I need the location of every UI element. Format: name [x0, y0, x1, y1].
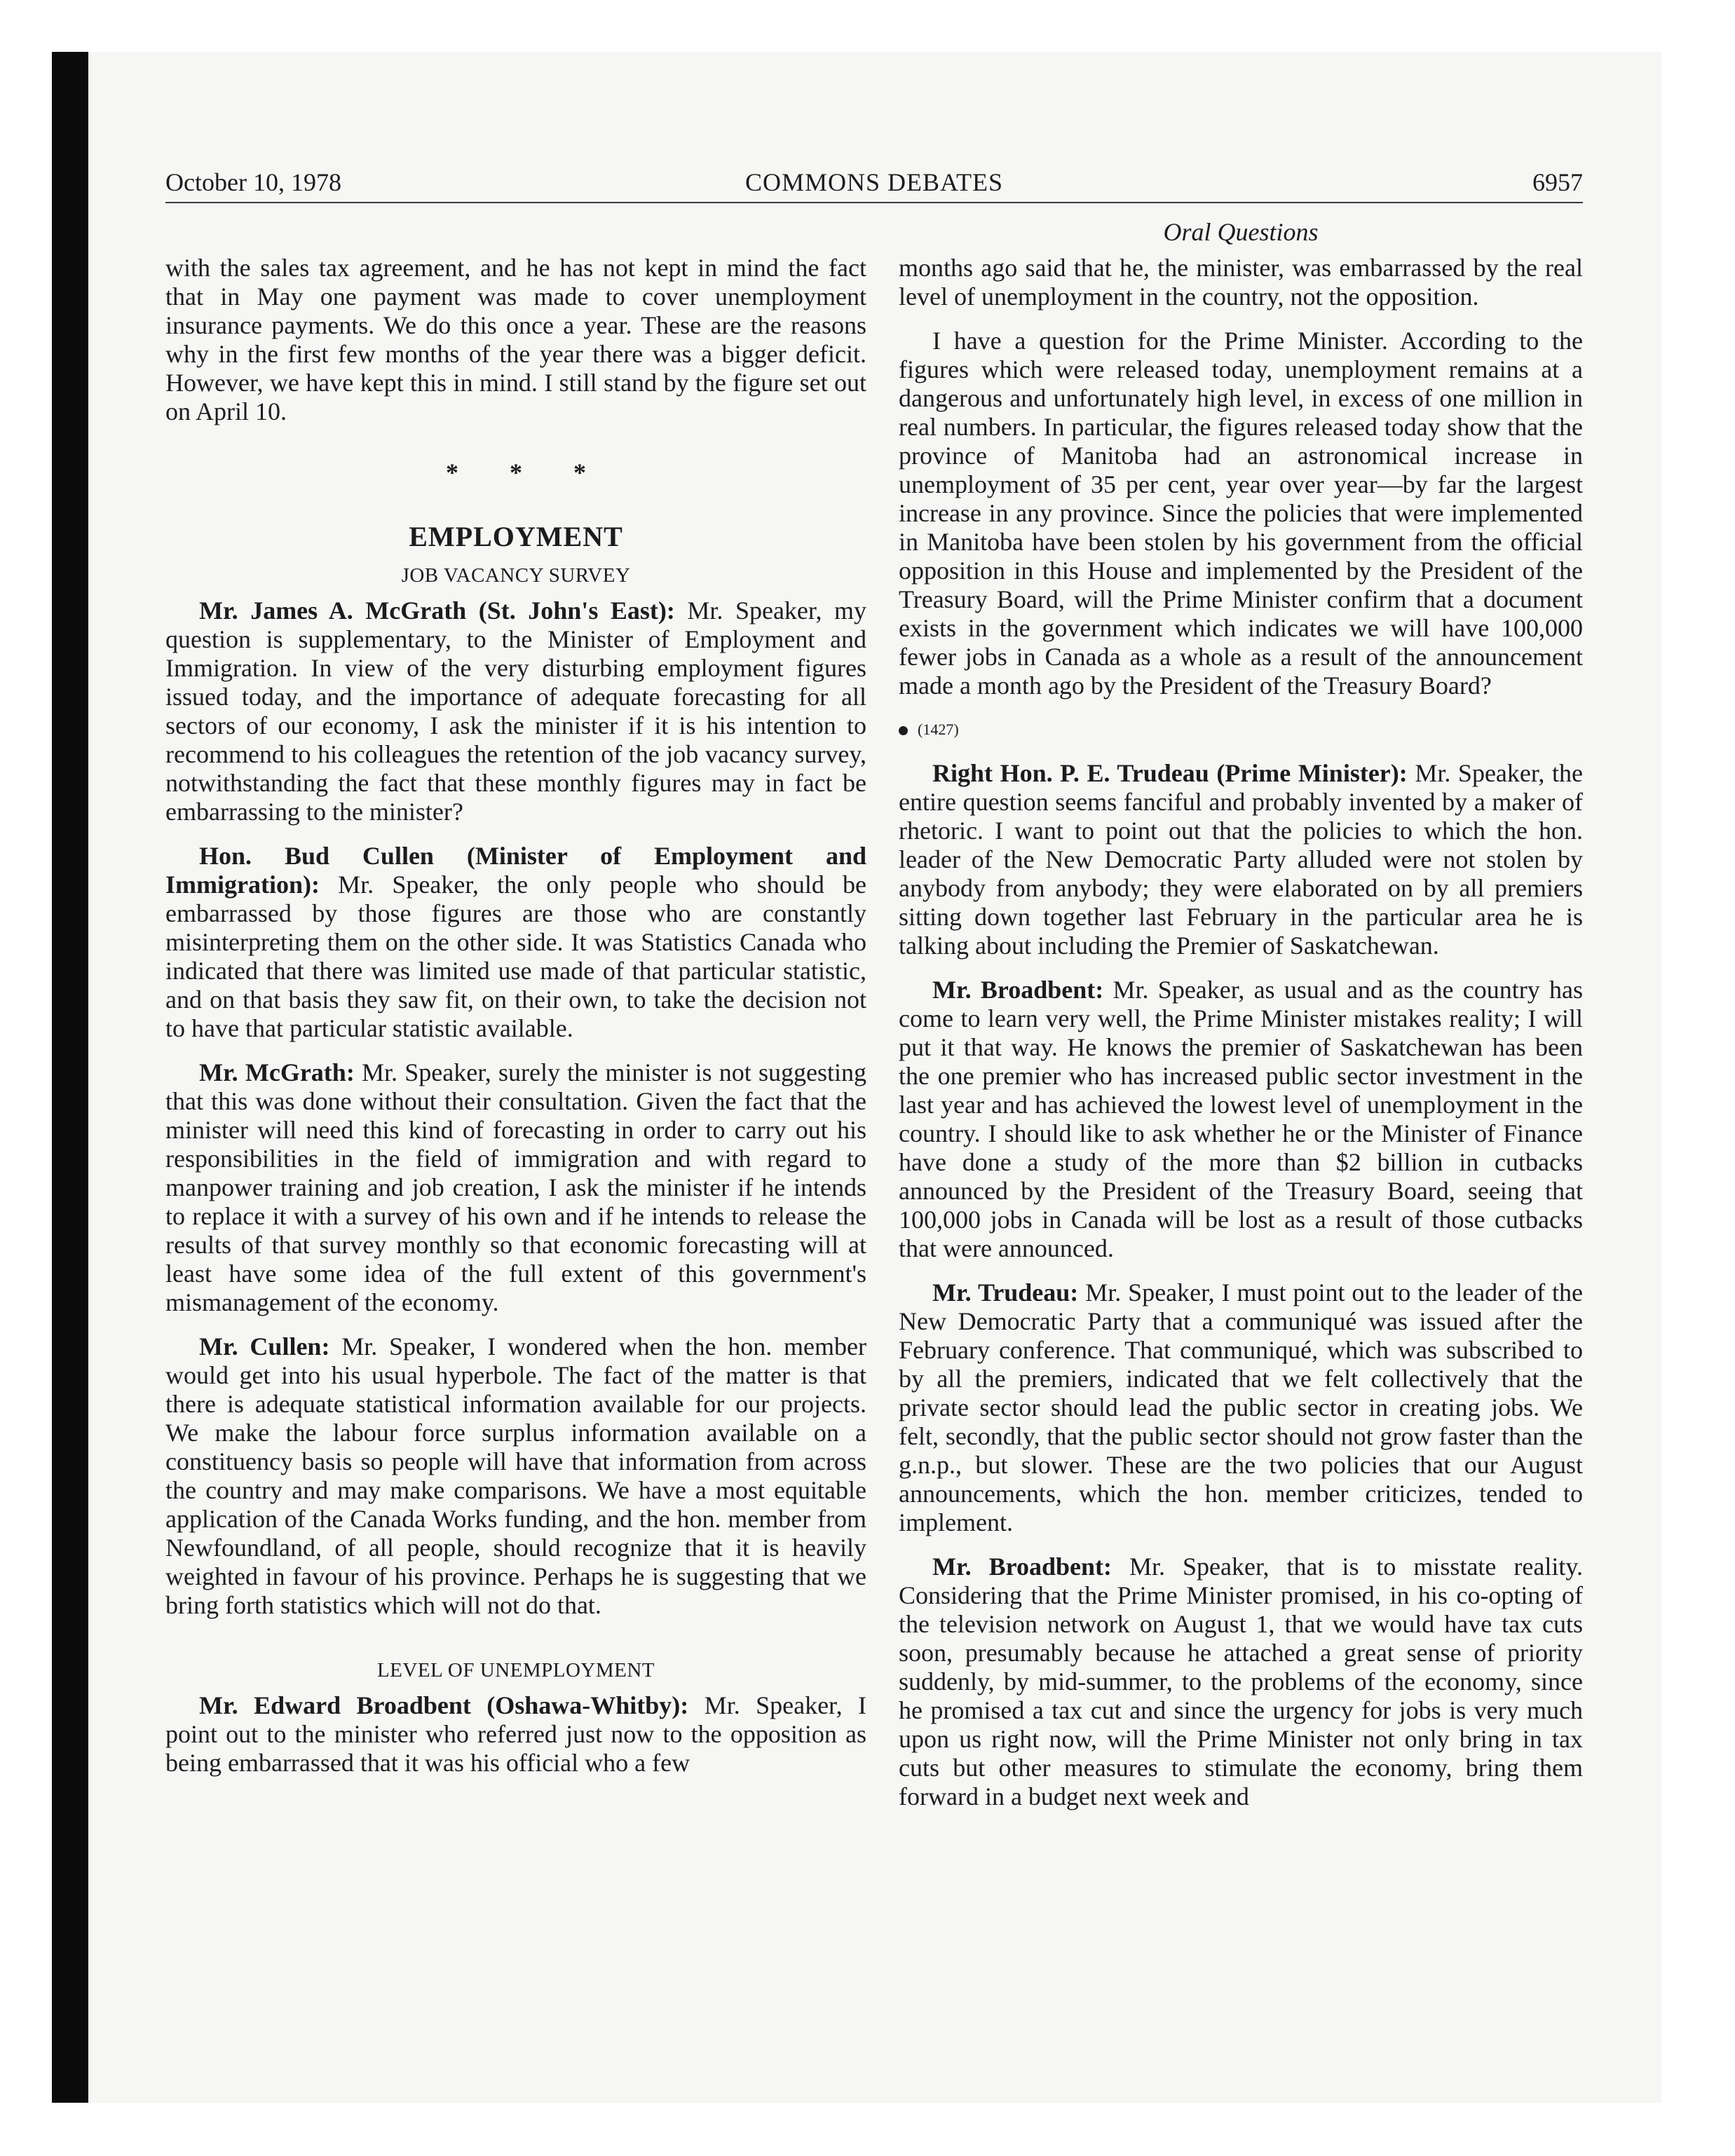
paragraph: [899, 976, 1583, 1263]
subheading-job-vacancy: JOB VACANCY SURVEY: [401, 564, 631, 587]
speech-text: Mr. Speaker, as usual and as the country has come to learn very well, the Prime Minister mistakes reality; I will put it that way. He knows the premier of Saskatchewan has been the one premier who has increased public sector investment in the last year and has achieved the lowest level of unemployment in the country. I should like to ask whether he or the Minister of Finance have done a study of the more than $2 billion in cutbacks announced by the President of the Treasury Board, seeing that 100,000 jobs in Canada will be lost as a result of those cutbacks that were announced.: [899, 976, 1583, 1262]
section-heading: EMPLOYMENT: [409, 521, 623, 552]
paragraph: [165, 842, 866, 1043]
header-rule: [165, 202, 1583, 203]
speaker-name: Mr. Broadbent:: [932, 1553, 1112, 1581]
header-date: October 10, 1978: [165, 168, 341, 196]
speaker-name: Hon. Bud Cullen (Minister of Employment and Immigration):: [165, 842, 866, 899]
paragraph: I have a question for the Prime Minister. According to the figures which were released today, unemployment remains at a dangerous and unfortunately high level, in excess of one million in real numbers. In particular, the figures released today show that the province of Manitoba had an astronomical increase in unemployment of 35 per cent, year over year—by far the largest increase in any province. Since the policies that were implemented in Manitoba have been stolen by his government from the official opposition in this House and implemented by the President of the Treasury Board, will the Prime Minister confirm that a document exists in the government which indicates we will have 100,000 fewer jobs in Canada as a whole as a result of the announcement made a month ago by the President of the Treasury Board?: [899, 327, 1583, 700]
speech-text: Mr. Speaker, I must point out to the leader of the New Democratic Party that a communiqué was issued after the February conference. That communiqué, which was subscribed to by all the premiers, indicated that we felt collectively that the private sector should lead the public sector in creating jobs. We felt, secondly, that the public sector should not grow faster than the g.n.p., but slower. These are the two policies that our August announcements, which the hon. member criticizes, tended to implement.: [899, 1278, 1583, 1536]
speech-text: Mr. Speaker, I point out to the minister who referred just now to the opposition as being embarrassed that it was his official who a few: [165, 1691, 866, 1777]
speech-text: Mr. Speaker, I wondered when the hon. member would get into his usual hyperbole. The fact of the matter is that there is adequate statistical information available for our projects. We make the labour force surplus information available on a constituency basis so people will have that information from across the country and may make comparisons. We have a most equitable application of the Canada Works funding, and the hon. member from Newfoundland, of all people, should recognize that it is heavily weighted in favour of his province. Perhaps he is suggesting that we bring forth statistics which will not do that.: [165, 1332, 867, 1619]
speaker-name: Mr. Cullen:: [199, 1332, 330, 1360]
section-tag: Oral Questions: [1163, 218, 1319, 246]
paragraph: [899, 1278, 1583, 1537]
bullet-icon: [899, 726, 908, 735]
speech-text: Mr. Speaker, the entire question seems fanciful and probably invented by a maker of rhetoric. I want to point out that the policies to which the hon. leader of the New Democratic Party alluded were not stolen by anybody from anybody; they were elaborated on by all premiers sitting down together last February in the particular area he is talking about including the Premier of Saskatchewan.: [899, 759, 1583, 960]
paragraph: [165, 1691, 866, 1778]
paragraph: [165, 1332, 866, 1620]
time-marker-text: (1427): [918, 721, 959, 738]
speech-text: Mr. Speaker, surely the minister is not suggesting that this was done without their consultation. Given the fact that the minister will need this kind of forecasting in order to carry out his responsibilities in the field of immigration and with regard to manpower training and job creation, I ask the minister if he intends to replace it with a survey of his own and if he intends to release the results of that survey monthly so that economic forecasting will at least have some idea of the full extent of this government's mismanagement of the economy.: [165, 1058, 866, 1316]
left-column: [165, 254, 866, 1793]
paragraph: [899, 1553, 1583, 1811]
paragraph: [165, 596, 866, 826]
header-page-number: 6957: [1532, 168, 1583, 196]
speaker-name: Right Hon. P. E. Trudeau (Prime Minister):: [932, 759, 1408, 787]
speech-text: Mr. Speaker, that is to misstate reality. Considering that the Prime Minister promised, in his co-opting of the television network on August 1, that we would have tax cuts soon, presumably because he attached a great sense of priority suddenly, by mid-summer, to the problems of the economy, since he promised a tax cut and since the urgency for jobs is very much upon us right now, will the Prime Minister not only bring in tax cuts but other measures to stimulate the economy, bring them forward in a budget next week and: [899, 1553, 1583, 1810]
speaker-name: Mr. Trudeau:: [932, 1278, 1079, 1306]
header-title: COMMONS DEBATES: [744, 168, 1004, 196]
right-column: [899, 254, 1583, 1827]
continued-paragraph: months ago said that he, the minister, was embarrassed by the real level of unemployment in the country, not the opposition.: [899, 254, 1583, 311]
speech-text: Mr. Speaker, my question is supplementary, to the Minister of Employment and Immigration. In view of the very disturbing employment figures issued today, and the importance of adequate forecasting for all sectors of our economy, I ask the minister if it is his intention to recommend to his colleagues the retention of the job vacancy survey, notwithstanding the fact that these monthly figures may in fact be embarrassing to the minister?: [165, 596, 866, 826]
section-separator: * * *: [446, 458, 608, 486]
speaker-name: Mr. McGrath:: [199, 1058, 355, 1086]
scan-edge-bar: [52, 52, 88, 2103]
paragraph: [899, 759, 1583, 960]
time-marker: [899, 716, 1583, 744]
speaker-name: Mr. Broadbent:: [932, 976, 1104, 1004]
speaker-name: Mr. James A. McGrath (St. John's East):: [199, 596, 675, 625]
page-header: [165, 163, 1583, 202]
speech-text: Mr. Speaker, the only people who should be embarrassed by those figures are those who are constantly misinterpreting them on the other side. It was Statistics Canada who indicated that there was limited use made of that particular statistic, and on that basis they saw fit, on their own, to take the decision not to have that particular statistic available.: [165, 871, 866, 1042]
subheading-level-of-unemployment: LEVEL OF UNEMPLOYMENT: [376, 1659, 655, 1681]
speaker-name: Mr. Edward Broadbent (Oshawa-Whitby):: [199, 1691, 689, 1719]
paragraph: [165, 1058, 866, 1317]
intro-paragraph: with the sales tax agreement, and he has not kept in mind the fact that in May one payment was made to cover unemployment insurance payments. We do this once a year. These are the reasons why in the first few months of the year there was a bigger deficit. However, we have kept this in mind. I still stand by the figure set out on April 10.: [165, 254, 866, 425]
